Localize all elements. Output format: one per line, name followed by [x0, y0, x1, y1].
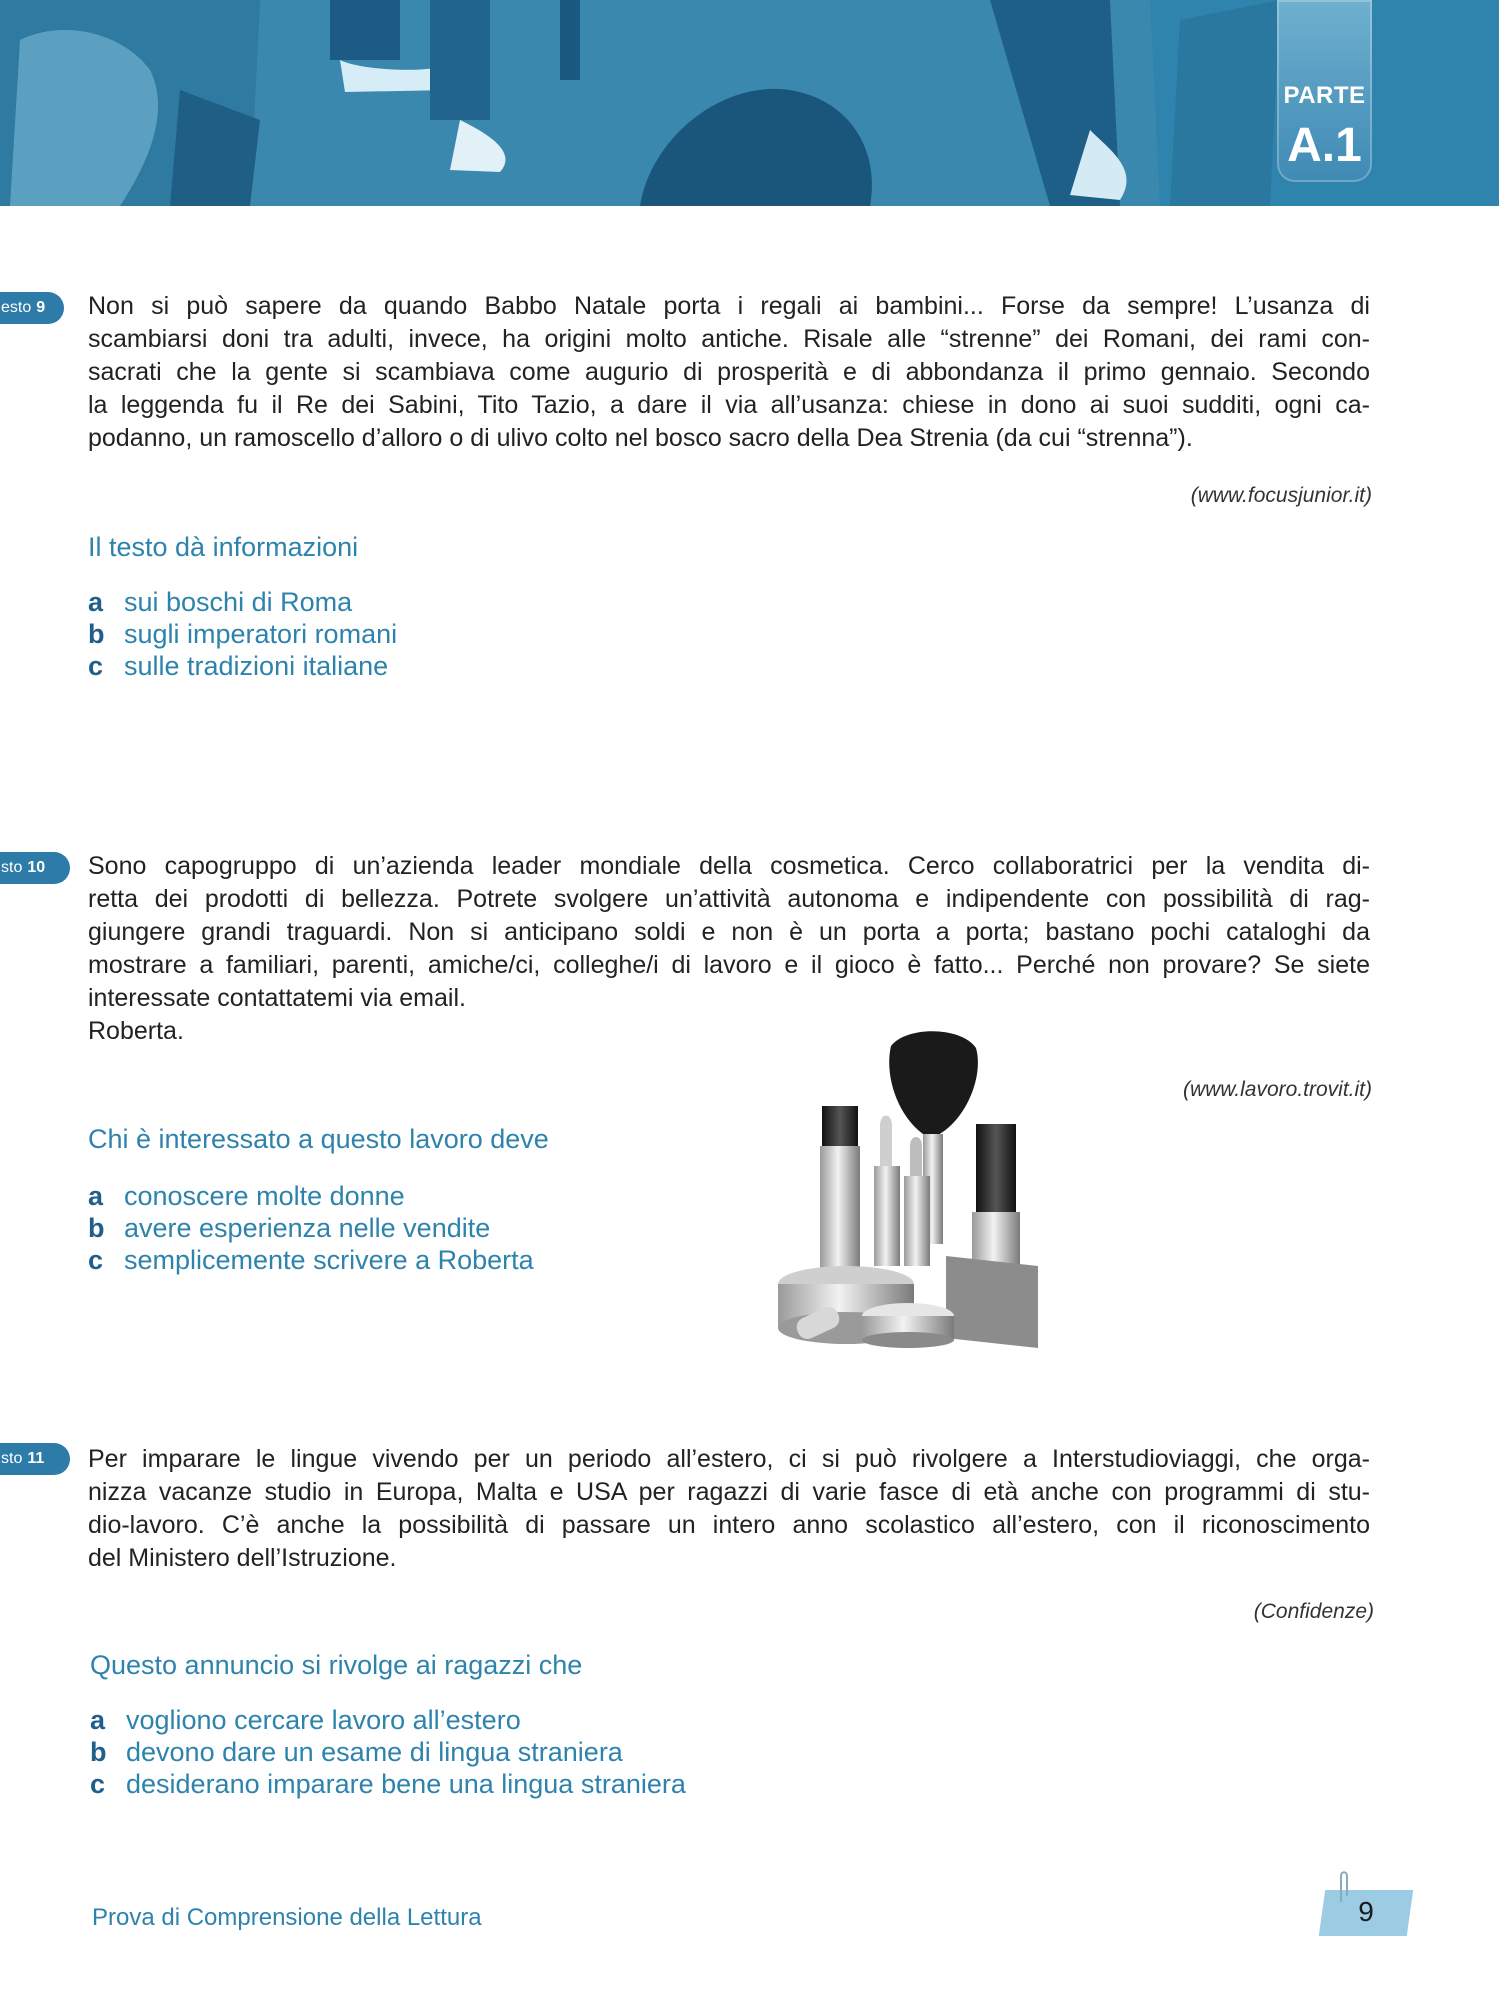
paragraph-line: nizza vacanze studio in Europa, Malta e USA per ragazzi di varie fasce di età anche con programmi di stu- — [88, 1478, 1370, 1506]
part-code: A.1 — [1287, 119, 1362, 172]
answer-options — [88, 1180, 534, 1276]
text-number-tab: sto 10 — [0, 852, 70, 884]
paragraph-line: giungere grandi traguardi. Non si anticipano soldi e non è un porta a porta; bastano pochi cataloghi da — [88, 918, 1370, 946]
paragraph-line: mostrare a familiari, parenti, amiche/ci, colleghe/i di lavoro e il gioco è fatto... Perché non provare? Se siete — [88, 951, 1370, 979]
paragraph-line: del Ministero dell’Istruzione. — [88, 1544, 397, 1572]
source-citation: (Confidenze) — [1253, 1600, 1374, 1623]
paragraph — [88, 290, 1370, 455]
paragraph-line: la leggenda fu il Re dei Sabini, Tito Tazio, a dare il via all’usanza: chiese in dono ai suoi sudditi, ogni ca- — [88, 391, 1370, 419]
paragraph-line: Per imparare le lingue vivendo per un periodo all’estero, ci si può rivolgere a Interstudioviaggi, che orga- — [88, 1445, 1370, 1473]
question-prompt: Questo annuncio si rivolge ai ragazzi che — [90, 1650, 583, 1680]
paragraph-line: Non si può sapere da quando Babbo Natale porta i regali ai bambini... Forse da sempre! L’usanza di — [88, 292, 1370, 320]
paragraph-line: dio-lavoro. C’è anche la possibilità di passare un intero anno scolastico all’estero, con il riconoscimento — [88, 1511, 1370, 1539]
header-photo-band — [0, 0, 1499, 206]
question-prompt: Chi è interessato a questo lavoro deve — [88, 1124, 549, 1154]
answer-option[interactable]: a sui boschi di Roma — [88, 587, 353, 617]
answer-option[interactable]: a vogliono cercare lavoro all’estero — [90, 1705, 521, 1735]
answer-option[interactable]: a conoscere molte donne — [88, 1181, 405, 1211]
paragraph-line: podanno, un ramoscello d’alloro o di ulivo colto nel bosco sacro della Dea Strenia (da cui “strenna”). — [88, 424, 1193, 452]
footer-title: Prova di Comprensione della Lettura — [92, 1904, 482, 1931]
source-citation: (www.focusjunior.it) — [1190, 484, 1372, 507]
paragraph — [88, 850, 1370, 1048]
classroom-photo — [0, 0, 1499, 206]
paragraph-line: Sono capogruppo di un’azienda leader mondiale della cosmetica. Cerco collaboratrici per la vendita di- — [88, 852, 1370, 880]
page-number: 9 — [1358, 1896, 1374, 1927]
answer-option[interactable]: c desiderano imparare bene una lingua straniera — [90, 1769, 686, 1799]
cosmetics-illustration — [776, 1026, 1038, 1348]
part-label: PARTE — [1283, 82, 1366, 109]
paragraph-line: sacrati che la gente si scambiava come augurio di prosperità e di abbondanza il primo gennaio. Secondo — [88, 358, 1370, 386]
source-citation: (www.lavoro.trovit.it) — [1182, 1078, 1372, 1101]
answer-options — [90, 1704, 686, 1800]
answer-option[interactable]: b sugli imperatori romani — [88, 619, 398, 649]
text-number-tab: sto 11 — [0, 1443, 70, 1475]
paragraph — [88, 1443, 1370, 1575]
answer-option[interactable]: c semplicemente scrivere a Roberta — [88, 1245, 534, 1275]
paragraph-line: retta dei prodotti di bellezza. Potrete svolgere un’attività autonoma e indipendente con possibilità di rag- — [88, 885, 1370, 913]
paragraph-line: interessate contattatemi via email. — [88, 984, 466, 1012]
paragraph-line: scambiarsi doni tra adulti, invece, ha origini molto antiche. Risale alle “strenne” dei Romani, dei rami con- — [88, 325, 1370, 353]
answer-option[interactable]: c sulle tradizioni italiane — [88, 651, 389, 681]
paragraph-line: Roberta. — [88, 1017, 184, 1045]
question-prompt: Il testo dà informazioni — [88, 532, 359, 562]
answer-options — [88, 586, 397, 682]
answer-option[interactable]: b avere esperienza nelle vendite — [88, 1213, 491, 1243]
text-number-tab: esto 9 — [0, 292, 64, 324]
answer-option[interactable]: b devono dare un esame di lingua straniera — [90, 1737, 623, 1767]
